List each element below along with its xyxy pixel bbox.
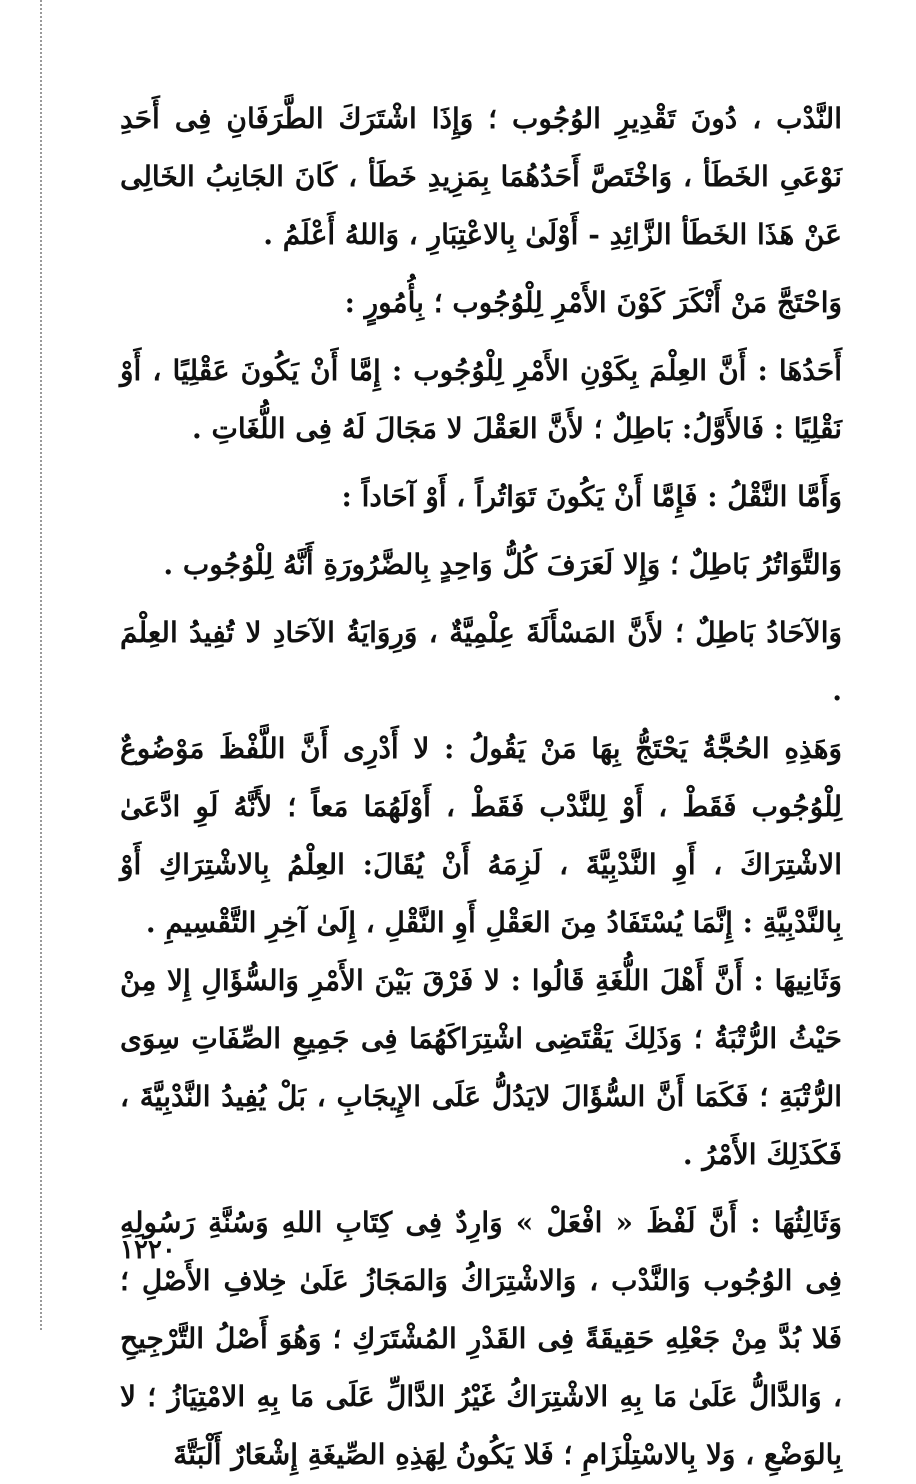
paragraph-5: وَالتَّوَاتُرُ بَاطِلٌ ؛ وَإِلا لَعَرَفَ كُلُّ وَاحِدٍ بِالضَّرُورَةِ أَنَّهُ لِلْوُجُوب . xyxy=(163,548,842,581)
paragraph-4: وَأَمَّا النَّقْلُ : فَإِمَّا أَنْ يَكُونَ تَوَاتُراً ، أَوْ آحَاداً : xyxy=(341,480,842,513)
paragraph-7: وَهَذِهِ الحُجَّةُ يَحْتَجُّ بِهَا مَنْ يَقُولُ : لا أَدْرِى أَنَّ اللَّفْظَ مَوْضُوعٌ لِلْوُجُوب فَقَطْ ، أَوْ لِلنَّدْب فَقَطْ ، أَوْلَهُمَا مَعاً ؛ لأَنَّهُ لَوِ ادَّعَىٰ الاشْتِرَاكَ ، أَوِ النَّدْبِيَّةَ ، لَزِمَهُ أَنْ يُقَالَ: العِلْمُ بِالاشْتِرَاكِ أَوْ بِالنَّدْبِيَّةِ : إِنَّمَا يُسْتَفَادُ مِنَ العَقْلِ أَوِ النَّقْلِ ، إِلَىٰ آخِرِ التَّقْسِيمِ . xyxy=(120,732,842,939)
paragraph-6: وَالآحَادُ بَاطِلٌ ؛ لأَنَّ المَسْأَلَةَ عِلْمِيَّةٌ ، وَرِوَايَةُ الآحَادِ لا تُفِيدُ العِلْمَ . xyxy=(120,616,842,707)
scan-edge-dotted-border xyxy=(0,0,42,1330)
paragraph-3: أَحَدُهَا : أَنَّ العِلْمَ بِكَوْنِ الأَمْرِ لِلْوُجُوب : إِمَّا أَنْ يَكُونَ عَقْلِيًا ، أَوْ نَقْلِيًا : فَالأَوَّلُ: بَاطِلٌ ؛ لأَنَّ العَقْلَ لا مَجَالَ لَهُ فِى اللُّغَاتِ . xyxy=(120,354,843,445)
paragraph-9: وَثَالِثُهَا : أَنَّ لَفْظَ « افْعَلْ » وَارِدٌ فِى كِتَابِ اللهِ وَسُنَّةِ رَسُولِهِ فِى الوُجُوب وَالنَّدْب ، وَالاشْتِرَاكُ وَالمَجَازُ عَلَىٰ خِلافِ الأَصْلِ ؛ فَلا بُدَّ مِنْ جَعْلِهِ حَقِيقَةً فِى القَدْرِ المُشْتَرَكِ ؛ وَهُوَ أَصْلُ التَّرْجِيحِ ، وَالدَّالُّ عَلَىٰ مَا بِهِ الاشْتِرَاكُ غَيْرُ الدَّالِّ عَلَى مَا بِهِ الامْتِيَازُ ؛ لا بِالوَضْعِ ، وَلا بِالاسْتِلْزَامِ ؛ فَلا يَكُونُ لِهَذِهِ الصِّيغَةِ إِشْعَارٌ أَلْبَتَّةَ xyxy=(120,1206,842,1471)
paragraph-1: النَّدْب ، دُونَ تَقْدِيرِ الوُجُوب ؛ وَإِذَا اشْتَرَكَ الطَّرَفَانِ فِى أَحَدِ نَوْعَىِ الخَطَأ ، وَاخْتَصَّ أَحَدُهُمَا بِمَزِيدِ خَطَأ ، كَانَ الجَانِبُ الخَالِى عَنْ هَذَا الخَطَأ الزَّائِدِ - أَوْلَىٰ بِالاعْتِبَارِ ، وَاللهُ أَعْلَمُ . xyxy=(120,102,842,251)
book-page-text xyxy=(120,90,842,1484)
paragraph-2: وَاحْتَجَّ مَنْ أَنْكَرَ كَوْنَ الأَمْرِ لِلْوُجُوب ؛ بِأُمُورٍ : xyxy=(344,286,842,319)
paragraph-8: وَثَانِيهَا : أَنَّ أَهْلَ اللُّغَةِ قَالُوا : لا فَرْقَ بَيْنَ الأَمْرِ وَالسُّؤَالِ إِلا مِنْ حَيْثُ الرُّتْبَةُ ؛ وَذَلِكَ يَقْتَضِى اشْتِرَاكَهُمَا فِى جَمِيعِ الصِّفَاتِ سِوَى الرُّتْبَةِ ؛ فَكَمَا أَنَّ السُّؤَالَ لايَدُلُّ عَلَى الإِيجَابِ ، بَلْ يُفِيدُ النَّدْبِيَّةَ ، فَكَذَلِكَ الأَمْرُ . xyxy=(120,964,842,1171)
page-number: ١٢٢٠ xyxy=(120,1235,176,1265)
